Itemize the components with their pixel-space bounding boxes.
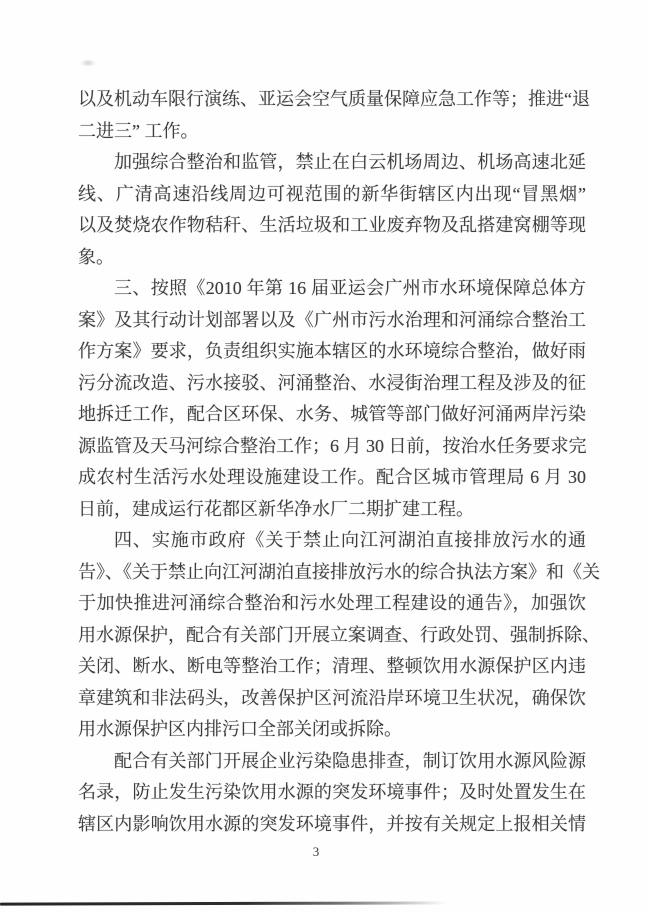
text-line: 名录，防止发生污染饮用水源的突发环境事件；及时处置发生在 [78, 782, 586, 802]
text-line: 日前，建成运行花都区新华净水厂二期扩建工程。 [78, 498, 474, 519]
scan-smudge-artifact [80, 59, 96, 67]
text-line: 污分流改造、污水接驳、河涌整治、水浸街治理工程及涉及的征 [78, 372, 586, 393]
text-line: 加强综合整治和监管，禁止在白云机场周边、机场高速北延 [114, 152, 586, 172]
text-line: 以及机动车限行演练、亚运会空气质量保障应急工作等；推进“退 [78, 89, 590, 109]
text-line: 于加快推进河涌综合整治和污水处理工程建设的通告》，加强饮 [78, 593, 586, 613]
page-number: 3 [312, 844, 320, 859]
text-line: 关闭、断水、断电等整治工作；清理、整顿饮用水源保护区内违 [78, 656, 586, 676]
text-line: 辖区内影响饮用水源的突发环境事件，并按有关规定上报相关情 [78, 813, 586, 834]
text-line: 三、按照《2010 年第 16 届亚运会广州市水环境保障总体方 [114, 278, 586, 298]
text-line: 告》、《关于禁止向江河湖泊直接排放污水的综合执法方案》和《关 [78, 561, 600, 582]
scan-edge-artifact [0, 901, 446, 905]
text-line: 用水源保护，配合有关部门开展立案调查、行政处罚、强制拆除、 [78, 624, 600, 645]
text-line: 线、广清高速沿线周边可视范围的新华街辖区内出现“冒黑烟” [78, 183, 586, 204]
text-line: 源监管及天马河综合整治工作；6 月 30 日前，按治水任务要求完 [78, 435, 587, 456]
text-line: 象。 [78, 246, 114, 267]
text-line: 案》及其行动计划部署以及《广州市污水治理和河涌综合整治工 [78, 309, 586, 330]
text-line: 以及焚烧农作物秸秆、生活垃圾和工业废弃物及乱搭建窝棚等现 [78, 215, 586, 235]
text-line: 四、实施市政府《关于禁止向江河湖泊直接排放污水的通 [114, 530, 586, 550]
text-line: 配合有关部门开展企业污染隐患排查，制订饮用水源风险源 [114, 750, 586, 771]
document-body-text [78, 84, 600, 840]
text-line: 作方案》要求，负责组织实施本辖区的水环境综合整治，做好雨 [78, 341, 586, 361]
text-line: 二进三” 工作。 [78, 120, 199, 141]
text-line: 地拆迁工作，配合区环保、水务、城管等部门做好河涌两岸污染 [78, 404, 586, 424]
text-line: 章建筑和非法码头，改善保护区河流沿岸环境卫生状况，确保饮 [78, 687, 586, 708]
text-line: 成农村生活污水处理设施建设工作。配合区城市管理局 6 月 30 [78, 467, 586, 487]
text-line: 用水源保护区内排污口全部关闭或拆除。 [78, 719, 402, 739]
